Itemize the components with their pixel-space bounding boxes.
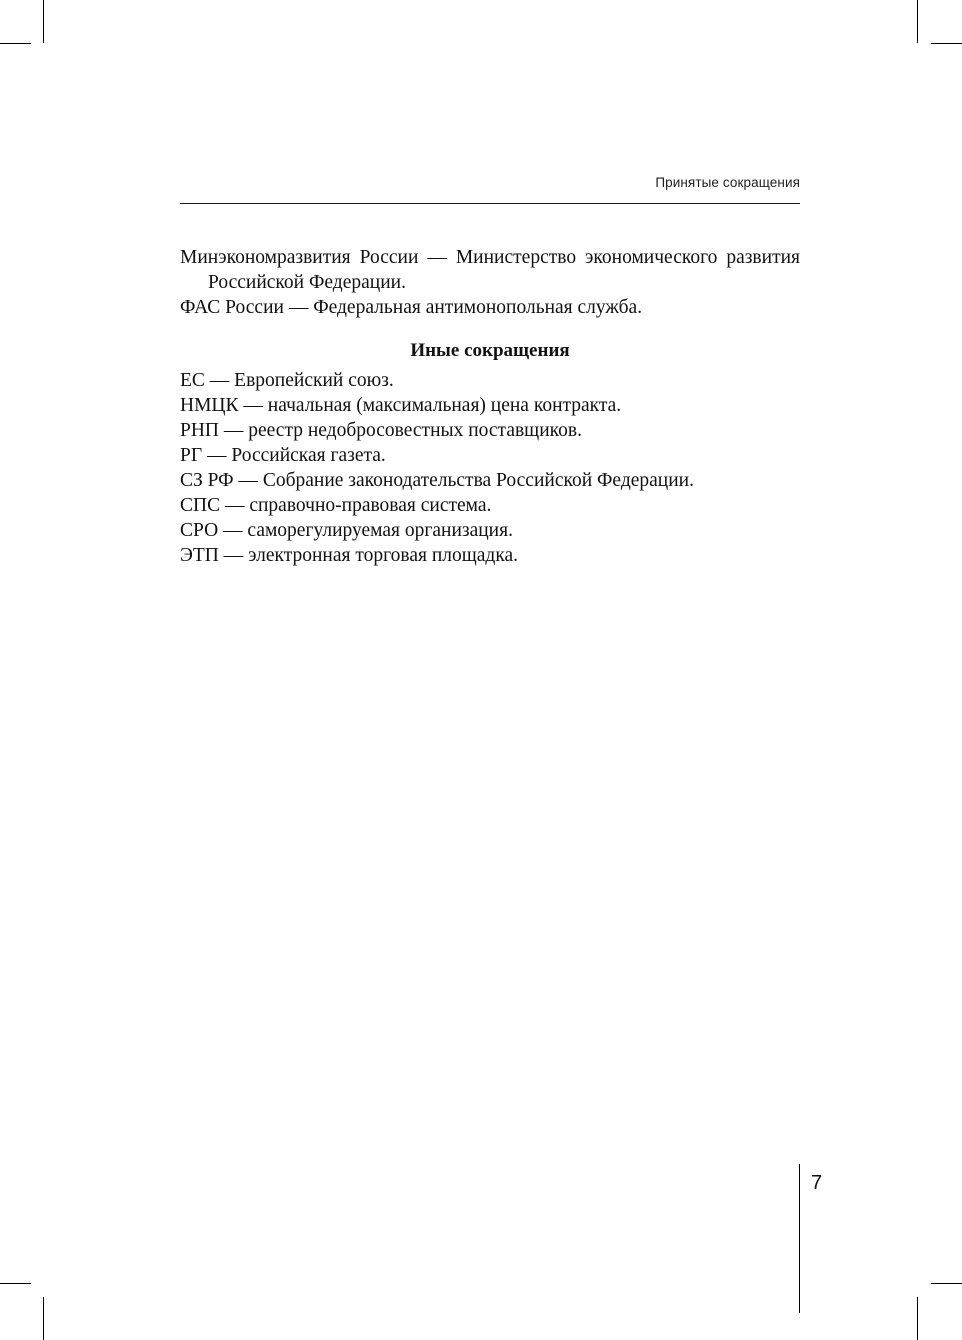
running-head: Принятые сокращения bbox=[655, 175, 800, 190]
abbreviation-entry: ЭТП — электронная торговая площадка. bbox=[180, 545, 519, 566]
abbreviation-entry: СРО — саморегулируемая организация. bbox=[180, 520, 513, 541]
section-heading: Иные сокращения bbox=[410, 340, 570, 361]
crop-mark-top-right-vertical bbox=[917, 0, 918, 43]
crop-mark-bottom-right-vertical bbox=[917, 1297, 918, 1340]
crop-mark-bottom-left-horizontal bbox=[0, 1283, 31, 1284]
abbreviations-list bbox=[180, 245, 800, 568]
abbreviation-entry: РГ — Российская газета. bbox=[180, 445, 386, 466]
abbreviation-entry: ФАС России — Федеральная антимонопольная служба. bbox=[180, 297, 643, 318]
folio-rule bbox=[799, 1164, 800, 1313]
page-number: 7 bbox=[811, 1172, 823, 1194]
abbreviation-entry: НМЦК — начальная (максимальная) цена контракта. bbox=[180, 395, 622, 416]
crop-mark-top-left-horizontal bbox=[0, 43, 31, 44]
crop-mark-top-right-horizontal bbox=[931, 43, 962, 44]
abbreviation-entry: РНП — реестр недобросовестных поставщиков. bbox=[180, 420, 582, 441]
abbreviation-entry: СПС — справочно-правовая система. bbox=[180, 495, 492, 516]
crop-mark-top-left-vertical bbox=[43, 0, 44, 43]
abbreviation-entry: СЗ РФ — Собрание законодательства Российской Федерации. bbox=[180, 470, 694, 491]
crop-mark-bottom-right-horizontal bbox=[931, 1283, 962, 1284]
abbreviation-entry: ЕС — Европейский союз. bbox=[180, 370, 394, 391]
header-rule bbox=[180, 203, 800, 204]
abbreviation-entry: Минэкономразвития России — Министерство экономического развития Российской Федерации. bbox=[180, 247, 800, 293]
crop-mark-bottom-left-vertical bbox=[43, 1297, 44, 1340]
